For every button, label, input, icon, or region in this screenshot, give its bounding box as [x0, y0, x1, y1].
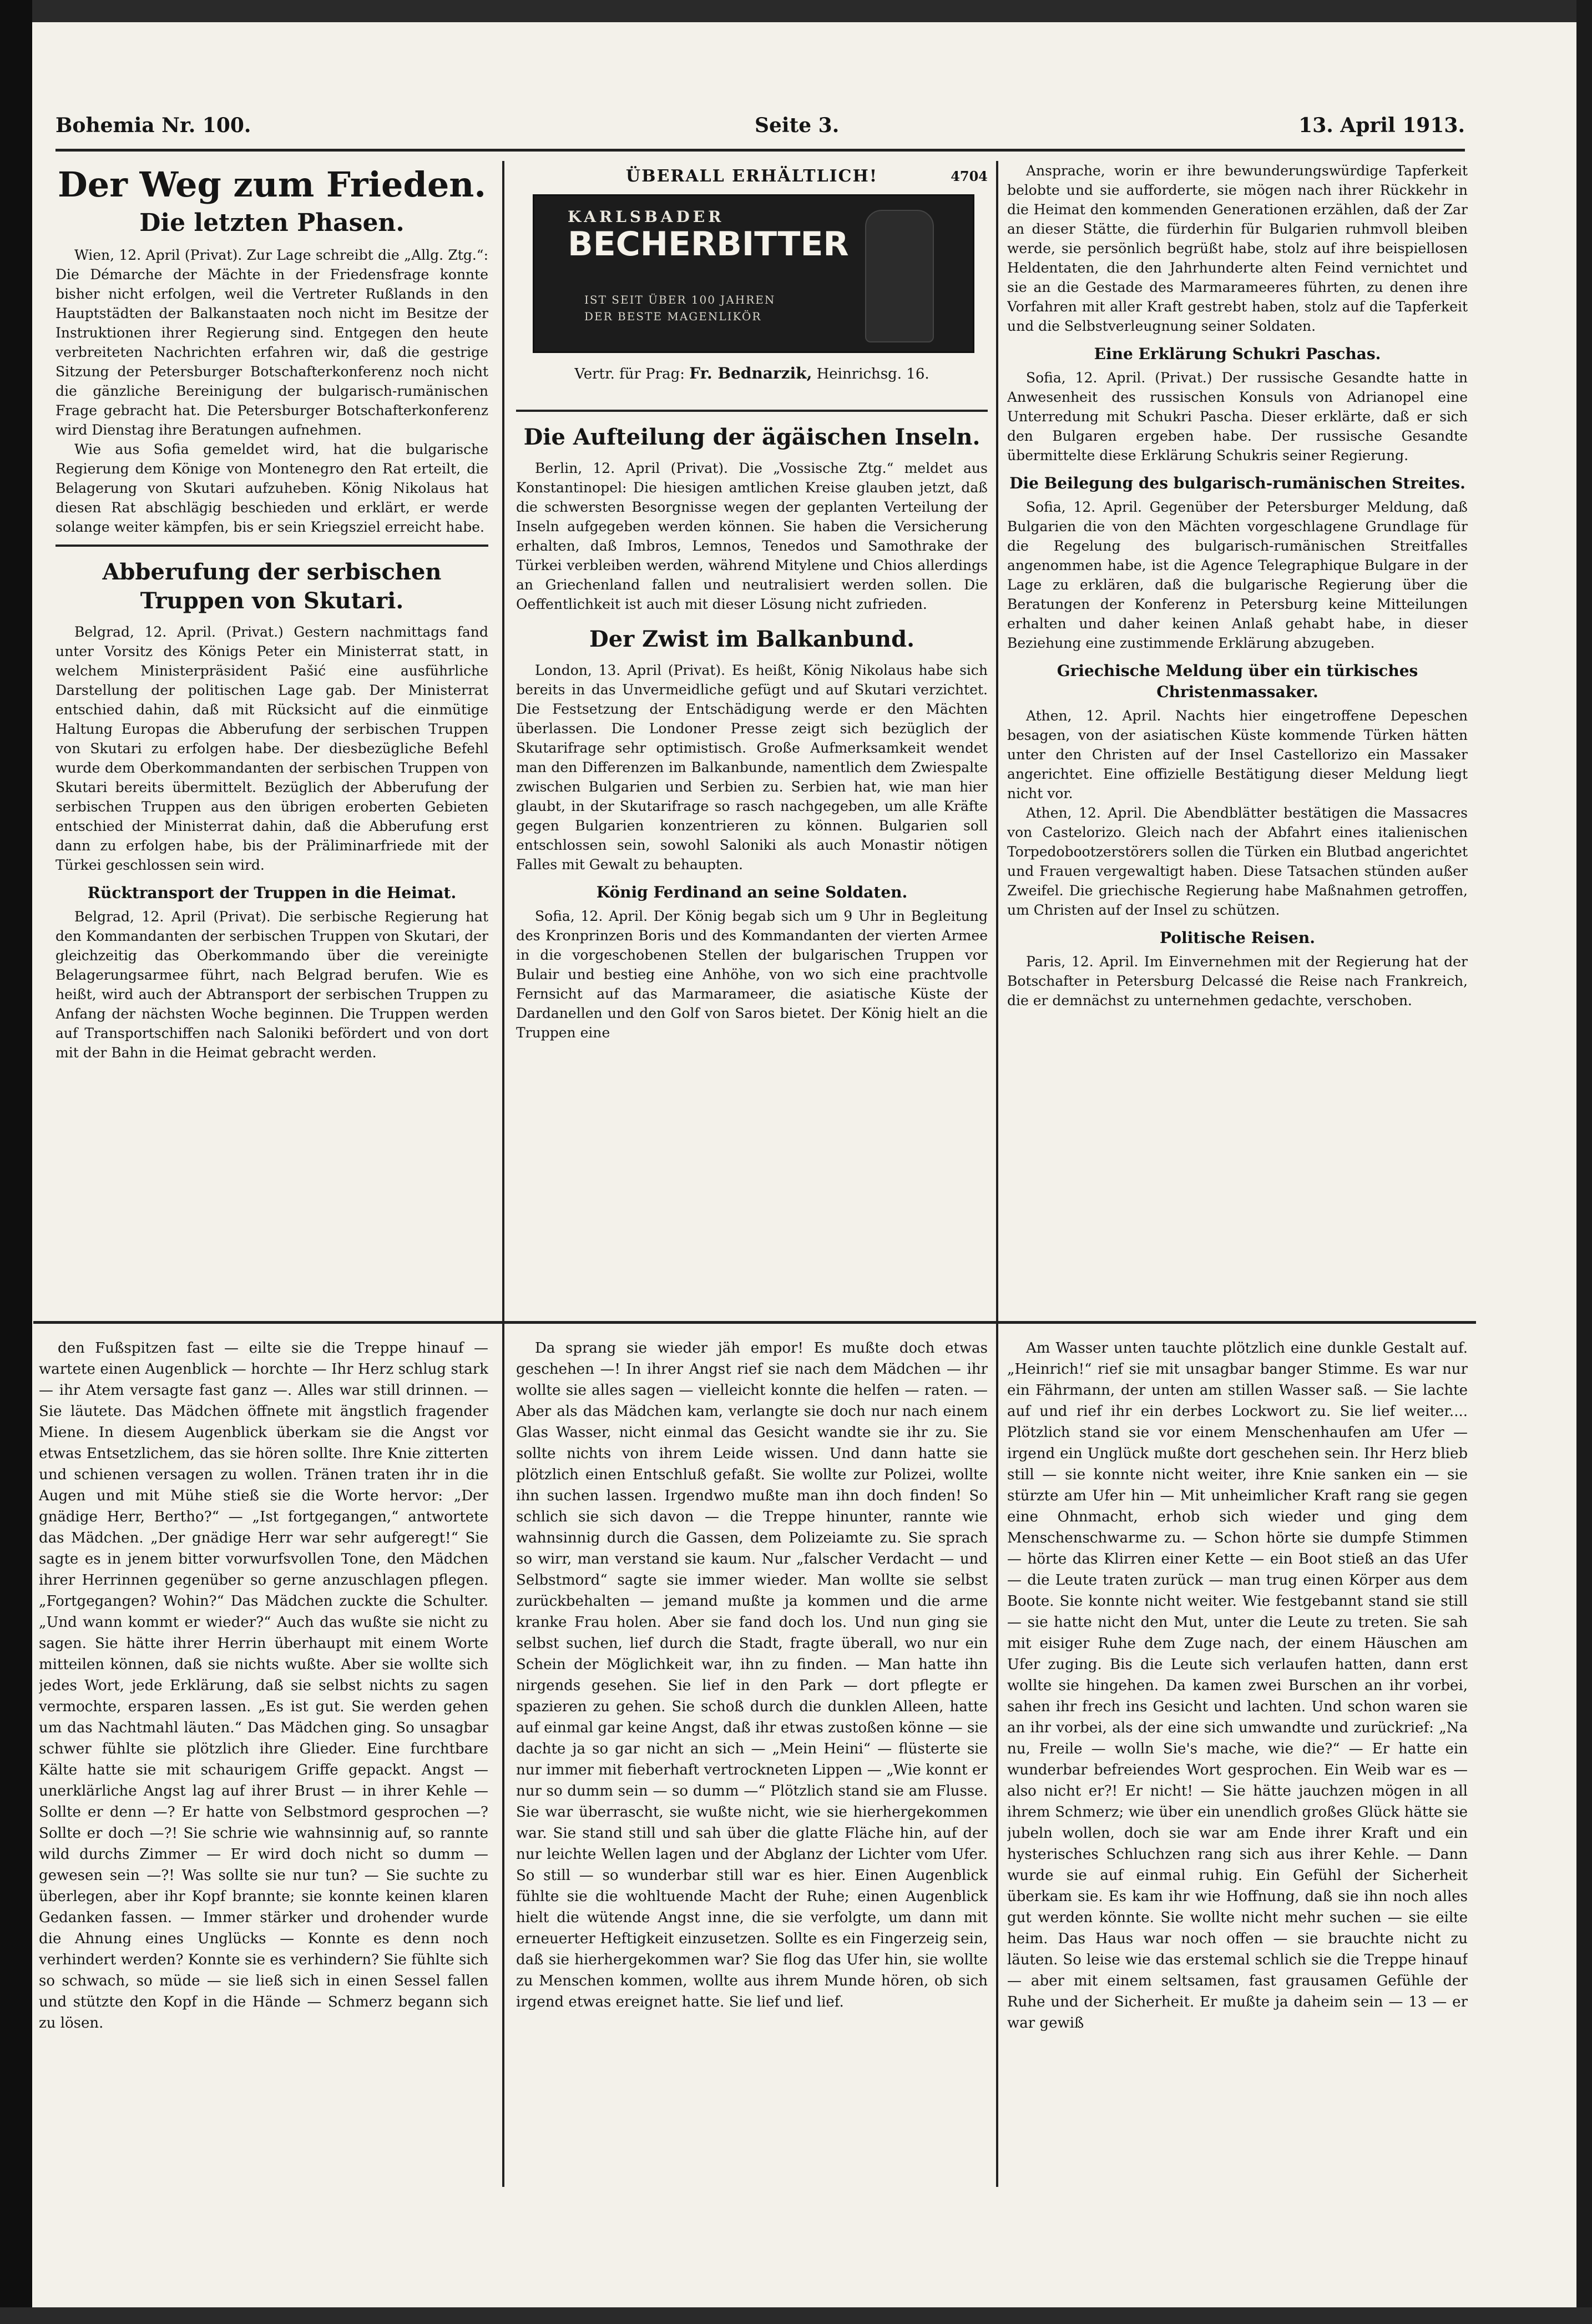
- ad-banner: [533, 194, 974, 353]
- article-subtitle: Die letzten Phasen.: [139, 209, 405, 237]
- article-heading: Eine Erklärung Schukri Paschas.: [1094, 345, 1381, 363]
- ad-headline: ÜBERALL ERHÄLTLICH!: [625, 167, 878, 186]
- scan-edge-right: [1576, 0, 1592, 2324]
- ad-representative: [516, 364, 988, 384]
- bottle-icon: [865, 210, 934, 342]
- article-paragraph: Berlin, 12. April (Privat). Die „Vossische Ztg.“ meldet aus Konstantinopel: Die hiesigen amtlichen Kreise glauben jetzt, daß die schwersten Besorgnisse wegen der geplanten Verteilung der Inseln aufgegeben werden können. Sie haben die Versicherung erhalten, daß Imbros, Lemnos, Tenedos und Samothrake der Türkei verbleiben werden, während Mitylene und Chios allerdings an Griechenland fallen und neutralisiert werden sollen. Die Oeffentlichkeit ist auch mit dieser Lösung nicht zufrieden.: [516, 460, 988, 612]
- separator: [516, 410, 988, 412]
- article-heading: Der Zwist im Balkanbund.: [589, 626, 914, 652]
- column-divider: [502, 161, 504, 2187]
- article-paragraph: Belgrad, 12. April. (Privat.) Gestern nachmittags fand unter Vorsitz des Königs Peter ein Ministerrat statt, in welchem Ministerpräsident Pašić eine ausführliche Darstellung der politischen Lage gab. Der Ministerrat entschied dahin, daß mit Rücksicht auf die einmütige Haltung Europas die Abberufung der serbischen Truppen von Skutari zu erfolgen habe. Der diesbezügliche Befehl wurde dem Oberkommandanten der serbischen Truppen von Skutari bereits übermittelt. Bezüglich der Abberufung der serbischen Truppen aus den übrigen eroberten Gebieten entschied der Ministerrat dahin, daß die Abberufung erst dann zu erfolgen habe, bis der Präliminarfriede mit der Türkei geschlossen sein wird.: [55, 624, 488, 873]
- ad-brand: BECHERBITTER: [568, 225, 849, 264]
- article-paragraph: Sofia, 12. April. Der König begab sich um 9 Uhr in Begleitung des Kronprinzen Boris und des Kommandanten der vierten Armee in die vorgeschobenen Stellen der bulgarischen Truppen vor Bulair und bestieg eine Anhöhe, von wo sich eine prachtvolle Fernsicht auf das Marmarameer, die asiatische Küste der Dardanellen und den Golf von Saros bietet. Der König hielt an die Truppen eine: [516, 908, 988, 1041]
- page-header: [55, 114, 1465, 147]
- column-divider: [996, 161, 998, 2187]
- article-heading: Rücktransport der Truppen in die Heimat.: [87, 884, 457, 902]
- article-paragraph: Wie aus Sofia gemeldet wird, hat die bulgarische Regierung dem Könige von Montenegro den Rat erteilt, die Belagerung von Skutari aufzuheben. König Nikolaus hat diesen Rat abschlägig beschieden und erklärt, er werde solange weiter kämpfen, bis er sein Kriegsziel erreicht habe.: [55, 441, 488, 535]
- article-paragraph: London, 13. April (Privat). Es heißt, König Nikolaus habe sich bereits in das Unvermeidliche gefügt und auf Skutari verzichtet. Die Festsetzung der Entschädigung werde er den Mächten überlassen. Die Londoner Presse zeigt sich bezüglich der Skutarifrage sehr optimistisch. Große Aufmerksamkeit wendet man den Differenzen im Balkanbunde, namentlich dem Zwiespalte zwischen Bulgarien und Serbien zu. Serbien hat, wie man hier glaubt, in der Skutarifrage so rasch nachgegeben, um alle Kräfte gegen Bulgarien konzentrieren zu können. Bulgarien soll entschlossen sein, sowohl Saloniki als auch Monastir nötigen Falles mit Gewalt zu behaupten.: [516, 662, 988, 873]
- scan-edge-top: [0, 0, 1592, 22]
- feuilleton-column: [516, 1338, 988, 2187]
- scan-edge-bottom: [0, 2307, 1592, 2324]
- article-heading: Abberufung der serbischen Truppen von Skutari.: [102, 559, 442, 614]
- article-paragraph: Athen, 12. April. Nachts hier eingetroffene Depeschen besagen, von der asiatischen Küste kommende Türken hätten unter den Christen auf der Insel Castellorizo ein Massaker angerichtet. Eine offizielle Bestätigung dieser Meldung liegt nicht vor.: [1007, 708, 1468, 801]
- feuilleton-column: [1007, 1338, 1468, 2187]
- ad-vertr-label: Vertr. für Prag:: [574, 366, 685, 382]
- ad-vertr-name: Fr. Bednarzik,: [689, 364, 812, 382]
- article-paragraph: Athen, 12. April. Die Abendblätter bestätigen die Massacres von Castelorizo. Gleich nach der Abfahrt eines italienischen Torpedobootzerstörers sollen die Türken ein Blutbad angerichtet und Frauen vergewaltigt haben. Diese Tatsachen stünden außer Zweifel. Die griechische Regierung habe Maßnahmen getroffen, um Christen auf der Insel zu schützen.: [1007, 805, 1468, 918]
- article-paragraph: Sofia, 12. April. (Privat.) Der russische Gesandte hatte in Anwesenheit des russischen Konsuls von Adrianopel eine Unterredung mit Schukri Pascha. Dieser erklärte, daß er sich den Bulgaren ergeben habe. Der russische Gesandte übermittelte diese Erklärung Schukris seiner Regierung.: [1007, 370, 1468, 463]
- header-rule: [55, 149, 1465, 152]
- feuilleton-rule: [33, 1321, 1476, 1324]
- ad-vertr-address: Heinrichsg. 16.: [816, 366, 929, 382]
- scan-edge-left: [0, 0, 32, 2324]
- feuilleton-text: Da sprang sie wieder jäh empor! Es mußte doch etwas geschehen —! In ihrer Angst rief sie nach dem Mädchen — ihr wollte sie alles sagen — vielleicht konnte die helfen — raten. — Aber als das Mädchen kam, verlangte sie doch nur nach einem Glas Wasser, nicht einmal das Gesicht wandte sie ihr zu. Sie sollte nichts von ihrem Leide wissen. Und dann hatte sie plötzlich einen Entschluß gefaßt. Sie wollte zur Polizei, wollte ihn suchen lassen. Irgendwo mußte man ihn doch finden! So schlich sie sich davon — die Treppe hinunter, rannte wie wahnsinnig durch die Gassen, dem Polizeiamte zu. Sie sprach so wirr, man verstand sie kaum. Nur „falscher Verdacht — und Selbstmord“ sagte sie immer wieder. Man wollte sie selbst zurückbehalten — jemand mußte ja kommen und die arme kranke Frau holen. Aber sie fand doch los. Und nun ging sie selbst suchen, lief durch die Stadt, fragte überall, wo nur ein Schein der Möglichkeit war, ihn zu finden. — Man hatte ihn nirgends gesehen. Sie lief in den Park — dort pflegte er spazieren zu gehen. Sie schoß durch die dunklen Alleen, hatte auf einmal gar keine Angst, daß ihr etwas zustoßen könne — sie dachte ja so gar nicht an sich — „Mein Heini“ — flüsterte sie nur immer mit fieberhaft vertrockneten Lippen — „Wie konnt er nur so dumm sein — so dumm —“ Plötzlich stand sie am Flusse. Sie war überrascht, sie wußte nicht, wie sie hierhergekommen war. Sie stand still und sah über die glatte Fläche hin, auf der nur leichte Wellen lagen und der Abglanz der Lichter vom Ufer. So still — so wunderbar still war es hier. Einen Augenblick fühlte sie die wohltuende Macht der Ruhe; einen Augenblick hielt die wütende Angst inne, die sie verfolgte, um dann mit erneuerter Heftigkeit einzusetzen. Sollte es ein Fingerzeig sein, daß sie hierhergekommen war? Sie flog das Ufer hin, sie wollte zu Menschen kommen, wollte aus ihrem Munde hören, ob sich irgend etwas ereignet hatte. Sie lief und lief.: [516, 1340, 988, 2010]
- feuilleton-column: [39, 1338, 488, 2187]
- column-middle: [516, 161, 988, 1315]
- feuilleton-text: den Fußspitzen fast — eilte sie die Treppe hinauf — wartete einen Augenblick — horchte — Ihr Herz schlug stark — ihr Atem versagte fast ganz —. Alles war still drinnen. — Sie läutete. Das Mädchen öffnete mit ängstlich fragender Miene. In diesem Augenblick überkam sie die Angst vor etwas Entsetzlichem, das sie hören sollte. Ihre Knie zitterten und schienen versagen zu wollen. Tränen traten ihr in die Augen und mit Mühe stieß sie die Worte hervor: „Der gnädige Herr, Bertho?“ — „Ist fortgegangen,“ antwortete das Mädchen. „Der gnädige Herr war sehr aufgeregt!“ Sie sagte es in jenem bitter vorwurfsvollen Tone, den Mädchen ihrer Herrinnen gegenüber so gerne anzuschlagen pflegen. „Fortgegangen? Wohin?“ Das Mädchen zuckte die Schulter. „Und wann kommt er wieder?“ Auch das wußte sie nicht zu sagen. Sie hätte ihrer Herrin überhaupt mit einem Worte mitteilen können, daß sie nichts wußte. Aber sie wollte sich jedes Wort, jede Erklärung, daß sie selbst nichts zu sagen vermochte, ersparen lassen. „Es ist gut. Sie werden gehen um das Nachtmahl läuten.“ Das Mädchen ging. So unsagbar schwer fühlte sie plötzlich ihre Glieder. Eine furchtbare Kälte hatte sie mit schaurigem Griffe gepackt. Angst — unerklärliche Angst lag auf ihrer Brust — in ihrer Kehle — Sollte er denn —? Er hatte von Selbstmord gesprochen —? Sollte er doch —?! Sie schrie wie wahnsinnig auf, so rannte wild durchs Zimmer — Er wird doch nicht so dumm — gewesen sein —?! Was sollte sie nur tun? — Sie suchte zu überlegen, aber ihr Kopf brannte; sie konnte keinen klaren Gedanken fassen. — Immer stärker und drohender wurde die Ahnung eines Unglücks — Konnte es denn noch verhindert werden? Konnte sie es verhindern? Sie fühlte sich so schwach, so müde — sie ließ sich in einen Sessel fallen und stützte den Kopf in die Hände — Schmerz begann sich zu lösen.: [39, 1340, 488, 2031]
- article-heading: Politische Reisen.: [1160, 929, 1315, 947]
- article-paragraph: Belgrad, 12. April (Privat). Die serbische Regierung hat den Kommandanten der serbischen Truppen von Skutari, der gleichzeitig das Oberkommando über die vereinigte Belagerungsarmee führt, nach Belgrad berufen. Wie es heißt, wird auch der Abtransport der serbischen Truppen zu Anfang der nächsten Woche beginnen. Die Truppen werden auf Transportschiffen nach Saloniki befördert und von dort mit der Bahn in die Heimat gebracht werden.: [55, 909, 488, 1061]
- article-heading: König Ferdinand an seine Soldaten.: [596, 883, 908, 901]
- article-title: Der Weg zum Frieden.: [58, 164, 486, 205]
- column-left: [55, 161, 488, 1304]
- header-date: 13. April 1913.: [1298, 114, 1465, 137]
- article-heading: Die Beilegung des bulgarisch-rumänischen Streites.: [1009, 474, 1465, 492]
- feuilleton-text: Am Wasser unten tauchte plötzlich eine dunkle Gestalt auf. „Heinrich!“ rief sie mit unsagbar banger Stimme. Es war nur ein Fährmann, der unten am stillen Wasser saß. — Sie lachte auf und rief ihr ein derbes Lockwort zu. Sie lief weiter.... Plötzlich stand sie vor einem Menschenhaufen am Ufer — irgend ein Unglück mußte dort geschehen sein. Ihr Herz blieb still — sie konnte nicht weiter, ihre Knie sanken ein — sie stürzte am Ufer hin — Mit unheimlicher Kraft rang sie gegen eine Ohnmacht, erhob sich wieder und ging dem Menschenschwarme zu. — Schon hörte sie dumpfe Stimmen — hörte das Klirren einer Kette — ein Boot stieß an das Ufer — die Leute traten zurück — man trug einen Körper aus dem Boote. Sie konnte nicht weiter. Wie festgebannt stand sie still — sie hatte nicht den Mut, unter die Leute zu treten. Sie sah mit eisiger Ruhe dem Zuge nach, der einem Häuschen am Ufer zuging. Bis die Leute sich verlaufen hatten, dann erst wollte sie hingehen. Da kamen zwei Burschen an ihr vorbei, sahen ihr frech ins Gesicht und lachten. Und schon waren sie an ihr vorbei, als der eine sich umwandte und zurückrief: „Na nu, Freile — wolln Sie's mache, wie die?“ — Er hatte ein wunderbar befreiendes Wort gesprochen. Ein Weib war es — also nicht er?! Er nicht! — Sie hätte jauchzen mögen in all ihrem Schmerz; wie über ein unendlich großes Glück hätte sie jubeln wollen, doch sie war am Ende ihrer Kraft und ein hysterisches Schluchzen rang sich aus ihrer Kehle. — Dann wurde sie auf einmal ruhig. Ein Gefühl der Sicherheit überkam sie. Es kam ihr wie Hoffnung, daß sie ihn noch alles gut werden könnte. Sie wollte nicht mehr suchen — sie eilte heim. Das Haus war noch offen — sie brauchte nicht zu läuten. So leise wie das erstemal schlich sie die Treppe hinauf — aber mit einem seltsamen, fast grausamen Gefühle der Ruhe und der Sicherheit. Er mußte ja daheim sein — 13 — er war gewiß: [1007, 1340, 1468, 2031]
- article-paragraph: Paris, 12. April. Im Einvernehmen mit der Regierung hat der Botschafter in Petersburg Delcassé die Reise nach Frankreich, die er demnächst zu unternehmen gedachte, verschoben.: [1007, 954, 1468, 1009]
- ad-number: 4704: [951, 168, 988, 184]
- article-paragraph: Sofia, 12. April. Gegenüber der Petersburger Meldung, daß Bulgarien die von den Mächten vorgeschlagene Grundlage für die Regelung des bulgarisch-rumänischen Streitfalles angenommen habe, ist die Agence Telegraphique Bulgare in der Lage zu erklären, daß die bulgarische Regierung über die Beratungen der Konferenz in Petersburg keine Mitteilungen erhalten und daher keinen Anlaß gehabt habe, in dieser Beziehung eine zustimmende Erklärung abzugeben.: [1007, 499, 1468, 651]
- article-paragraph: Wien, 12. April (Privat). Zur Lage schreibt die „Allg. Ztg.“: Die Démarche der Mächte in der Friedensfrage konnte bisher nicht erfolgen, weil die Vertreter Rußlands in den Hauptstädten der Balkanstaaten noch nicht im Besitze der Instruktionen ihrer Regierung sind. Entgegen den heute verbreiteten Nachrichten erfahren wir, daß die gestrige Sitzung der Petersburger Botschafterkonferenz noch nicht die gänzliche Bereinigung der bulgarisch-rumänischen Frage gebracht hat. Die Petersburger Botschafterkonferenz wird Dienstag ihre Beratungen aufnehmen.: [55, 247, 488, 438]
- article-paragraph: Ansprache, worin er ihre bewunderungswürdige Tapferkeit belobte und sie aufforderte, sie mögen nach ihrer Rückkehr in die Heimat den kommenden Generationen erzählen, daß der Zar an dieser Stätte, die fürderhin für Bulgarien ruhmvoll bleiben werde, sie persönlich begrüßt habe, stolz auf ihre beispiellosen Heldentaten, die den Jahrhunderte alten Feind vernichtet und sie an die Gestade des Marmarameeres führten, zu denen ihre Vorfahren mit aller Kraft gestrebt haben, stolz auf die Tapferkeit und die Selbstverleugnung seiner Soldaten.: [1007, 163, 1468, 334]
- header-issue: Bohemia Nr. 100.: [55, 114, 251, 137]
- article-heading: Die Aufteilung der ägäischen Inseln.: [523, 424, 981, 450]
- ad-slogan-line: IST SEIT ÜBER 100 JAHREN: [584, 293, 776, 306]
- ad-slogan-line: DER BESTE MAGENLIKÖR: [584, 310, 762, 323]
- column-right: [1007, 161, 1468, 1304]
- article-heading: Griechische Meldung über ein türkisches Christenmassaker.: [1057, 662, 1418, 701]
- separator: [55, 545, 488, 547]
- header-page-number: Seite 3.: [755, 114, 840, 137]
- advertisement: [516, 167, 988, 400]
- ad-karlsbader: KARLSBADER: [568, 208, 725, 226]
